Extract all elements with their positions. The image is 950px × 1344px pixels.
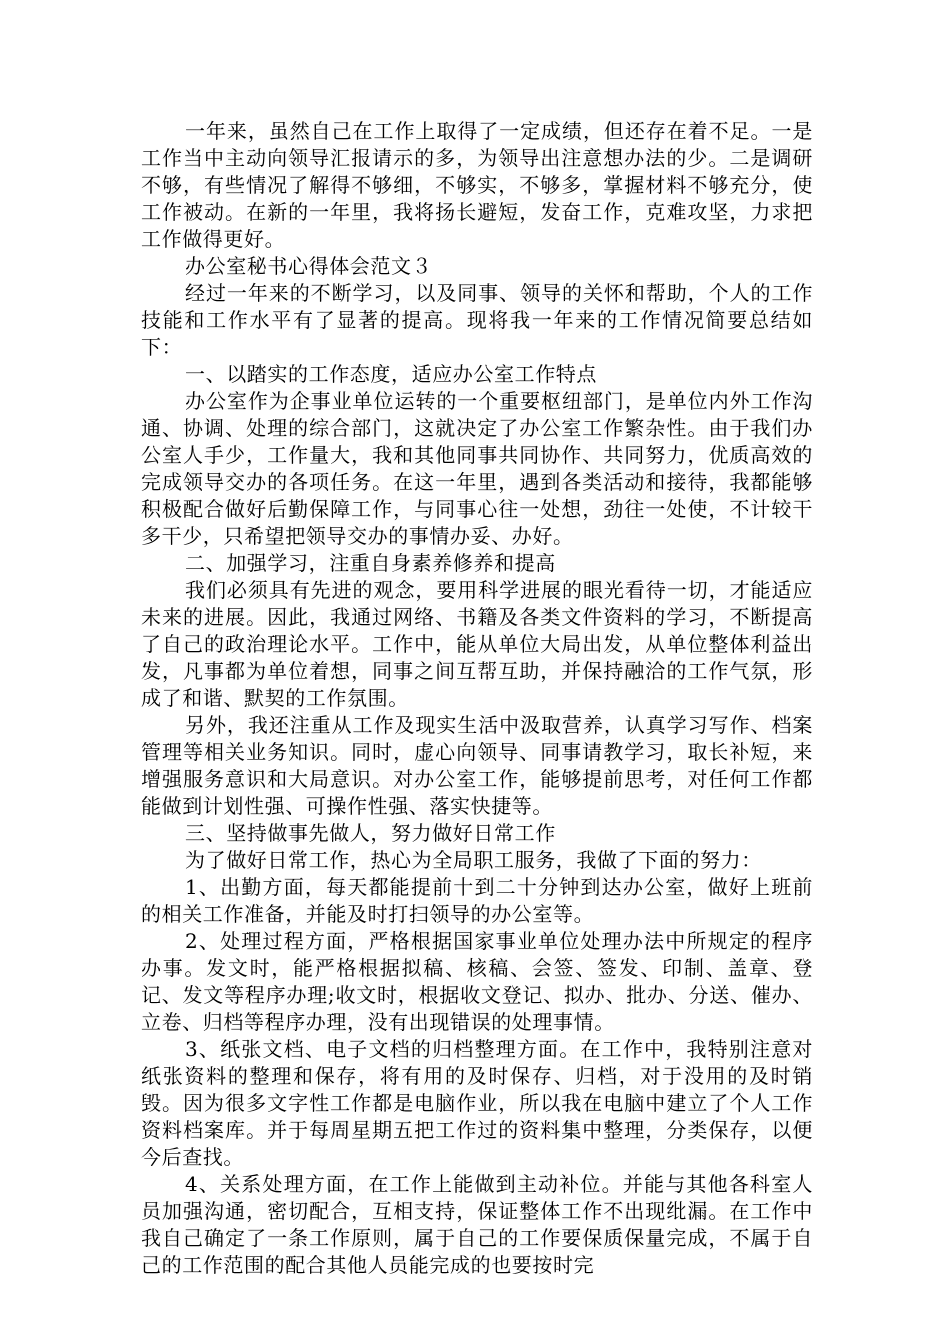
paragraph-office-role: 办公室作为企事业单位运转的一个重要枢纽部门，是单位内外工作沟通、协调、处理的综合部门，这就决定了办公室工作繁杂性。由于我们办公室人手少，工作量大，我和其他同事共同协作、共同努力，优质高效的完成领导交办的各项任务。在这一年里，遇到各类活动和接待，我都能够积极配合做好后勤保障工作，与同事心往一处想，劲往一处使，不计较干多干少，只希望把领导交办的事情办妥、办好。 (141, 389, 813, 548)
document-body (141, 118, 813, 1279)
heading-three: 三、坚持做事先做人，努力做好日常工作 (185, 821, 556, 845)
paragraph-learning: 我们必须具有先进的观念，要用科学进展的眼光看待一切，才能适应未来的进展。因此，我通过网络、书籍及各类文件资料的学习，不断提高了自己的政治理论水平。工作中，能从单位大局出发，从单位整体利益出发，凡事都为单位着想，同事之间互帮互助，并保持融洽的工作气氛，形成了和谐、默契的工作氛围。 (141, 578, 813, 710)
heading-one: 一、以踏实的工作态度，适应办公室工作特点 (185, 362, 597, 386)
paragraph-daily-work: 为了做好日常工作，热心为全局职工服务，我做了下面的努力： (185, 848, 762, 872)
list-item-archiving: 3、纸张文档、电子文档的归档整理方面。在工作中，我特别注意对纸张资料的整理和保存，将有用的及时保存、归档，对于没用的及时销毁。因为很多文字性工作都是电脑作业，所以我在电脑中建立了个人工作资料档案库。并于每周星期五把工作过的资料集中整理，分类保存，以便今后查找。 (141, 1037, 813, 1169)
list-item-relations: 4、关系处理方面，在工作上能做到主动补位。并能与其他各科室人员加强沟通，密切配合，互相支持，保证整体工作不出现纰漏。在工作中我自己确定了一条工作原则，属于自己的工作要保质保量完成，不属于自己的工作范围的配合其他人员能完成的也要按时完 (141, 1172, 813, 1277)
section-title-sample-3: 办公室秘书心得体会范文３ (185, 254, 433, 278)
heading-two: 二、加强学习，注重自身素养修养和提高 (185, 551, 556, 575)
paragraph-intro: 经过一年来的不断学习，以及同事、领导的关怀和帮助，个人的工作技能和工作水平有了显著的提高。现将我一年来的工作情况简要总结如下： (141, 281, 813, 359)
list-item-process: 2、处理过程方面，严格根据国家事业单位处理办法中所规定的程序办事。发文时，能严格根据拟稿、核稿、会签、签发、印制、盖章、登记、发文等程序办理;收文时，根据收文登记、拟办、批办、分送、催办、立卷、归档等程序办理，没有出现错误的处理事情。 (141, 929, 813, 1034)
list-item-attendance: 1、出勤方面，每天都能提前十到二十分钟到达办公室，做好上班前的相关工作准备，并能及时打扫领导的办公室等。 (141, 875, 813, 926)
paragraph-additional-learning: 另外，我还注重从工作及现实生活中汲取营养，认真学习写作、档案管理等相关业务知识。同时，虚心向领导、同事请教学习，取长补短，来增强服务意识和大局意识。对办公室工作，能够提前思考，对任何工作都能做到计划性强、可操作性强、落实快捷等。 (141, 713, 813, 818)
paragraph-shortcomings: 一年来，虽然自己在工作上取得了一定成绩，但还存在着不足。一是工作当中主动向领导汇报请示的多，为领导出注意想办法的少。二是调研不够，有些情况了解得不够细，不够实，不够多，掌握材料不够充分，使工作被动。在新的一年里，我将扬长避短，发奋工作，克难攻坚，力求把工作做得更好。 (141, 119, 813, 251)
